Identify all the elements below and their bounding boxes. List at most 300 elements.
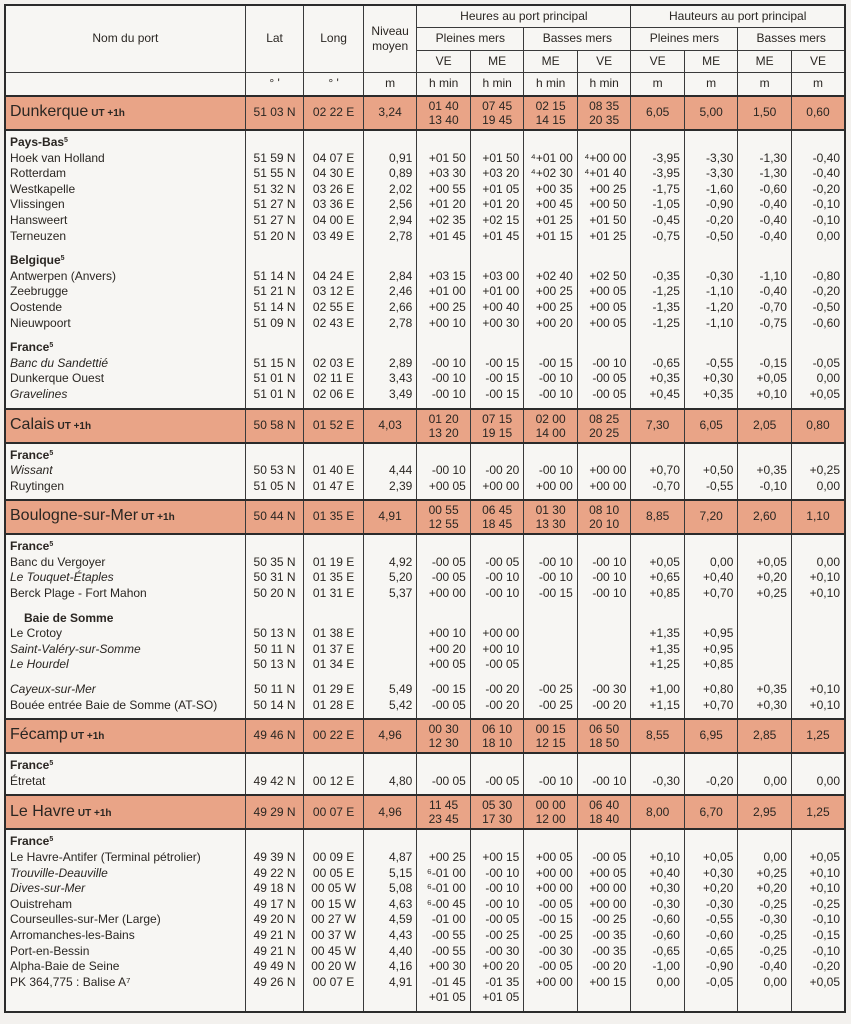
main-port-time-value: 06 10 (482, 722, 513, 737)
time-correction: ⁶-00 45 (426, 896, 466, 911)
time-correction: +01 20 (482, 197, 520, 212)
height-correction: 0,00 (816, 478, 840, 493)
spacer (10, 673, 241, 682)
height-correction: -0,65 (652, 943, 680, 958)
secondary-port-lat: 51 05 N (253, 478, 296, 493)
secondary-column-10 (738, 534, 792, 719)
secondary-column-11 (791, 753, 845, 795)
main-port-lat: 51 03 N (245, 96, 304, 130)
time-correction: -00 15 (538, 912, 573, 927)
time-correction: +01 45 (482, 228, 520, 243)
height-correction: +0,05 (703, 850, 734, 864)
secondary-port-niveau: 4,92 (389, 554, 413, 569)
time-correction: +00 55 (428, 181, 466, 196)
spacer (308, 611, 359, 627)
time-correction: +00 00 (589, 478, 627, 493)
spacer (689, 539, 734, 555)
spacer (528, 340, 573, 356)
secondary-column-7 (577, 829, 631, 1012)
main-port-time-value: 12 30 (428, 736, 459, 751)
time-correction: +02 50 (589, 268, 627, 283)
height-correction: -0,40 (759, 212, 787, 227)
height-correction: -0,55 (706, 355, 734, 370)
secondary-port-niveau: 5,08 (389, 881, 413, 896)
secondary-column-4 (417, 130, 471, 409)
main-port-long: 02 22 E (304, 96, 364, 130)
spacer (796, 253, 840, 269)
spacer (635, 602, 680, 611)
secondary-port-long: 00 37 W (311, 927, 356, 942)
height-correction: 0,00 (763, 773, 787, 788)
time-correction: -00 10 (538, 773, 573, 788)
time-correction: -00 30 (485, 943, 520, 958)
height-correction: -0,20 (812, 959, 840, 974)
height-correction: +0,40 (649, 865, 680, 880)
time-correction: +00 00 (428, 586, 466, 601)
spacer (528, 611, 573, 627)
secondary-column-5 (470, 753, 524, 795)
spacer (368, 244, 413, 253)
region-name: France (10, 539, 50, 554)
time-correction: -00 05 (485, 554, 520, 569)
spacer (250, 340, 300, 356)
secondary-port-long: 03 12 E (312, 284, 355, 299)
main-port-time-value: 02 15 (535, 99, 566, 113)
height-correction: +0,10 (649, 850, 680, 864)
secondary-port-lat: 49 39 N (253, 850, 296, 864)
main-port-height-h-bm-me: 2,05 (738, 409, 792, 443)
time-correction: -00 05 (592, 386, 627, 401)
secondary-port-niveau: 2,89 (389, 355, 413, 370)
spacer (635, 448, 680, 464)
spacer (796, 539, 840, 555)
secondary-column-5 (470, 443, 524, 501)
secondary-column-4 (417, 753, 471, 795)
spacer (689, 602, 734, 611)
spacer (10, 244, 241, 253)
spacer (689, 611, 734, 627)
secondary-port-long: 01 37 E (312, 641, 355, 656)
secondary-column-1 (245, 829, 304, 1012)
main-port-height-h-pm-ve: 7,30 (631, 409, 685, 443)
main-port-timezone: UT +1h (57, 420, 92, 432)
spacer (796, 448, 840, 464)
time-correction: -00 25 (538, 682, 573, 697)
height-correction: -0,20 (812, 284, 840, 299)
main-port-time-value: 00 55 (428, 503, 459, 518)
spacer (635, 611, 680, 627)
height-correction: -1,30 (759, 166, 787, 181)
height-correction: 0,00 (816, 371, 840, 386)
secondary-port-long: 01 34 E (312, 657, 355, 672)
main-port-time-value: 23 45 (428, 812, 459, 827)
secondary-ports-block (5, 443, 845, 501)
height-correction: -0,60 (706, 927, 734, 942)
spacer (421, 834, 466, 850)
main-port-cell (5, 719, 245, 753)
secondary-port-lat: 49 17 N (253, 896, 296, 911)
secondary-column-0 (5, 534, 245, 719)
spacer (368, 602, 413, 611)
main-port-time-value: 06 40 (589, 798, 620, 813)
time-correction: +01 05 (428, 990, 466, 1005)
height-correction (742, 626, 787, 642)
main-port-row (5, 500, 845, 534)
main-port-long: 00 22 E (304, 719, 364, 753)
spacer (528, 539, 573, 555)
secondary-port-niveau (368, 642, 413, 658)
time-correction: +02 35 (428, 212, 466, 227)
secondary-port-long: 01 35 E (312, 570, 355, 585)
secondary-column-1 (245, 130, 304, 409)
main-port-height-h-pm-me: 6,95 (684, 719, 738, 753)
secondary-column-8 (631, 130, 685, 409)
spacer (582, 539, 627, 555)
secondary-port-lat: 50 11 N (253, 682, 296, 697)
secondary-port-name (10, 990, 241, 1006)
header-unit-blank (5, 73, 245, 97)
height-correction: +1,25 (649, 657, 680, 672)
secondary-port-name: Gravelines (10, 386, 68, 401)
height-correction: -3,95 (652, 150, 680, 165)
main-port-time-value: 11 45 (429, 798, 459, 813)
height-correction: +0,10 (809, 881, 840, 896)
main-port-name: Calais (10, 415, 55, 433)
time-correction: -00 05 (538, 896, 573, 911)
height-correction: -0,10 (812, 943, 840, 958)
secondary-port-name: Vlissingen (10, 197, 65, 212)
spacer (582, 448, 627, 464)
main-port-time-pm-ve (417, 500, 471, 534)
height-correction: -0,60 (652, 927, 680, 942)
secondary-port-lat: 51 14 N (253, 268, 296, 283)
time-correction: -00 10 (592, 773, 627, 788)
height-correction: -0,15 (812, 927, 840, 942)
spacer (528, 253, 573, 269)
height-correction (635, 990, 680, 1006)
secondary-column-4 (417, 829, 471, 1012)
height-correction: -0,75 (652, 228, 680, 243)
time-correction: -01 35 (485, 974, 520, 989)
height-correction: -1,20 (706, 299, 734, 314)
time-correction: +00 25 (428, 299, 466, 314)
region-name: France (10, 447, 50, 462)
region-name: Pays-Bas (10, 135, 65, 149)
secondary-column-4 (417, 443, 471, 501)
spacer (308, 253, 359, 269)
secondary-port-lat: 51 15 N (253, 355, 296, 370)
spacer (582, 611, 627, 627)
height-correction: +0,35 (756, 682, 787, 697)
time-correction: +01 50 (428, 150, 466, 165)
spacer (689, 253, 734, 269)
secondary-column-7 (577, 753, 631, 795)
region-heading (10, 340, 241, 356)
spacer (308, 834, 359, 850)
main-port-time-pm-me (470, 96, 524, 130)
height-correction: -0,70 (759, 299, 787, 314)
secondary-port-lat: 49 18 N (253, 881, 296, 896)
spacer (582, 602, 627, 611)
height-correction: +0,35 (703, 386, 734, 401)
height-correction (796, 642, 840, 658)
secondary-port-long: 00 09 E (312, 850, 355, 864)
main-port-timezone: UT +1h (77, 807, 112, 819)
table-body (5, 96, 845, 1012)
height-correction: -1,10 (706, 284, 734, 299)
secondary-column-2 (304, 829, 364, 1012)
time-correction: -01 00 (431, 912, 466, 927)
secondary-column-9 (684, 753, 738, 795)
time-correction: -00 15 (485, 355, 520, 370)
spacer (689, 244, 734, 253)
main-port-height-h-pm-me: 5,00 (684, 96, 738, 130)
main-port-time-value: 19 15 (482, 425, 513, 440)
time-correction: +00 20 (428, 641, 466, 656)
spacer (250, 611, 300, 627)
time-correction (582, 990, 627, 1006)
time-correction: +00 20 (482, 959, 520, 974)
main-port-time-pm-ve (417, 795, 471, 829)
region-name: France (10, 834, 50, 849)
main-port-height-h-bm-ve: 1,25 (791, 795, 845, 829)
secondary-port-long: 00 15 W (311, 896, 356, 911)
time-correction: +03 00 (482, 268, 520, 283)
spacer (421, 602, 466, 611)
main-port-time-value: 13 40 (428, 113, 459, 127)
main-port-time-value: 07 45 (482, 99, 513, 113)
secondary-port-name: Saint-Valéry-sur-Somme (10, 641, 141, 656)
spacer (368, 331, 413, 340)
time-correction: -00 15 (538, 586, 573, 601)
height-correction: -0,60 (652, 912, 680, 927)
spacer (475, 331, 520, 340)
main-port-time-pm-ve (417, 96, 471, 130)
secondary-port-name: Hansweert (10, 212, 68, 227)
secondary-port-name: Bouée entrée Baie de Somme (AT-SO) (10, 697, 218, 712)
height-correction: 0,00 (763, 850, 787, 864)
main-port-height-h-pm-me: 7,20 (684, 500, 738, 534)
time-correction: +00 25 (535, 284, 573, 299)
main-port-cell (5, 500, 245, 534)
secondary-port-lat: 51 09 N (253, 315, 296, 330)
height-correction (796, 657, 840, 673)
time-correction: -00 10 (431, 371, 466, 386)
spacer (475, 611, 520, 627)
time-correction: +00 00 (482, 478, 520, 493)
secondary-column-5 (470, 829, 524, 1012)
main-port-time-value: 06 45 (482, 503, 513, 518)
spacer (528, 834, 573, 850)
region-heading (10, 834, 241, 850)
main-port-height-h-pm-me: 6,05 (684, 409, 738, 443)
height-correction: -0,30 (759, 912, 787, 927)
secondary-port-lat (250, 990, 300, 1006)
secondary-port-long: 02 06 E (312, 386, 355, 401)
secondary-port-niveau: 4,87 (389, 850, 413, 864)
secondary-port-name: Terneuzen (10, 228, 67, 243)
height-correction: +0,95 (703, 641, 734, 656)
spacer (582, 244, 627, 253)
time-correction: -00 10 (485, 570, 520, 585)
secondary-port-name: Étretat (10, 773, 46, 788)
spacer (475, 539, 520, 555)
secondary-port-lat: 50 13 N (253, 626, 296, 641)
secondary-port-long: 03 36 E (312, 197, 355, 212)
spacer (796, 244, 840, 253)
height-correction: -0,20 (706, 773, 734, 788)
time-correction: -00 05 (538, 959, 573, 974)
main-port-time-value: 12 00 (535, 812, 566, 827)
time-correction: +00 10 (428, 626, 466, 641)
height-correction: -0,40 (759, 959, 787, 974)
time-correction: -00 10 (485, 896, 520, 911)
spacer (308, 340, 359, 356)
region-heading (10, 758, 241, 774)
height-correction: +0,35 (649, 371, 680, 386)
secondary-port-lat: 51 21 N (253, 284, 296, 299)
spacer (689, 758, 734, 774)
time-correction: -00 10 (538, 386, 573, 401)
spacer (582, 340, 627, 356)
secondary-port-name: Trouville-Deauville (10, 865, 108, 880)
height-correction: -1,10 (706, 315, 734, 330)
height-correction: -0,20 (706, 212, 734, 227)
main-port-time-value: 08 35 (589, 99, 620, 113)
spacer (635, 539, 680, 555)
secondary-port-name: Port-en-Bessin (10, 943, 90, 958)
main-port-niveau: 4,03 (363, 409, 417, 443)
region-footnote: 5 (60, 255, 65, 263)
time-correction: +01 05 (482, 990, 520, 1005)
time-correction: +00 00 (535, 881, 573, 896)
secondary-port-long: 00 27 W (311, 912, 356, 927)
spacer (308, 448, 359, 464)
secondary-port-lat: 49 21 N (253, 943, 296, 958)
header-hauteurs-basses: Basses mers (738, 28, 845, 51)
time-correction: +00 00 (535, 478, 573, 493)
time-correction: +00 15 (482, 850, 520, 864)
main-port-timezone: UT +1h (141, 512, 175, 524)
header-h-bm-ve: VE (577, 51, 631, 73)
height-correction: -0,10 (812, 197, 840, 212)
secondary-port-niveau: 4,80 (389, 773, 413, 788)
time-correction: -00 10 (592, 554, 627, 569)
height-correction: +0,10 (809, 697, 840, 712)
time-correction: -00 35 (592, 943, 627, 958)
main-port-row (5, 795, 845, 829)
main-port-niveau: 4,96 (363, 795, 417, 829)
secondary-port-name: Banc du Sandettié (10, 355, 109, 370)
spacer (796, 602, 840, 611)
time-correction: +01 00 (428, 284, 466, 299)
secondary-port-long: 01 47 E (312, 478, 355, 493)
spacer (582, 758, 627, 774)
secondary-port-lat: 50 13 N (253, 657, 296, 672)
spacer (421, 253, 466, 269)
region-footnote: 5 (49, 449, 54, 457)
time-correction: -00 10 (538, 371, 573, 386)
main-port-time-value: 06 50 (589, 722, 620, 737)
spacer (250, 834, 300, 850)
secondary-port-niveau: 2,94 (389, 212, 413, 227)
main-port-time-value: 07 15 (482, 411, 513, 426)
region-footnote: 5 (49, 760, 54, 768)
time-correction: -00 10 (538, 463, 573, 478)
secondary-port-long: 01 38 E (312, 626, 355, 641)
header-h-bm-me: ME (524, 51, 578, 73)
time-correction: ⁶-01 00 (426, 881, 466, 896)
time-correction: +00 40 (482, 299, 520, 314)
time-correction: +01 50 (482, 150, 520, 165)
main-port-time-bm-ve (577, 719, 631, 753)
secondary-port-niveau: 2,39 (389, 478, 413, 493)
spacer (635, 135, 680, 151)
spacer (421, 611, 466, 627)
time-correction: +00 25 (589, 181, 627, 196)
spacer (635, 673, 680, 682)
height-correction: -0,10 (759, 478, 787, 493)
secondary-port-name: Le Hourdel (10, 657, 69, 672)
time-correction: +00 25 (535, 299, 573, 314)
height-correction: -1,25 (652, 284, 680, 299)
height-correction (742, 990, 787, 1006)
spacer (475, 602, 520, 611)
main-port-name: Fécamp (10, 726, 68, 744)
time-correction: -00 20 (592, 959, 627, 974)
secondary-port-name: Oostende (10, 299, 63, 314)
height-correction: -0,25 (812, 896, 840, 911)
height-correction: +0,10 (809, 682, 840, 697)
secondary-column-2 (304, 534, 364, 719)
time-correction: -00 20 (485, 682, 520, 697)
height-correction: +0,10 (809, 865, 840, 880)
time-correction: -00 25 (538, 927, 573, 942)
secondary-port-niveau: 5,37 (389, 586, 413, 601)
time-correction: -00 35 (592, 927, 627, 942)
secondary-port-name: Banc du Vergoyer (10, 554, 106, 569)
secondary-ports-block (5, 829, 845, 1012)
height-correction: +0,30 (703, 865, 734, 880)
main-port-height-h-bm-ve: 0,80 (791, 409, 845, 443)
height-correction: +0,30 (649, 881, 680, 896)
secondary-port-long: 00 05 W (311, 881, 356, 896)
time-correction (528, 657, 573, 673)
spacer (308, 673, 359, 682)
main-port-height-h-bm-me: 2,95 (738, 795, 792, 829)
height-correction: +0,10 (809, 586, 840, 601)
secondary-port-name: Hoek van Holland (10, 150, 105, 165)
secondary-column-3 (363, 829, 417, 1012)
time-correction: -00 10 (431, 386, 466, 401)
time-correction: -00 10 (485, 586, 520, 601)
spacer (250, 758, 300, 774)
secondary-port-niveau (368, 990, 413, 1006)
height-correction: +0,85 (703, 657, 734, 672)
secondary-column-10 (738, 753, 792, 795)
spacer (582, 253, 627, 269)
main-port-height-h-pm-ve: 8,00 (631, 795, 685, 829)
time-correction: +00 00 (535, 865, 573, 880)
region-name: France (10, 340, 50, 355)
secondary-port-long: 04 07 E (312, 150, 355, 165)
secondary-port-name: Alpha-Baie de Seine (10, 959, 120, 974)
secondary-port-niveau: 2,78 (389, 315, 413, 330)
secondary-port-lat: 49 49 N (253, 959, 296, 974)
height-correction: -0,25 (759, 943, 787, 958)
main-port-time-value: 18 45 (482, 517, 513, 532)
spacer (689, 331, 734, 340)
